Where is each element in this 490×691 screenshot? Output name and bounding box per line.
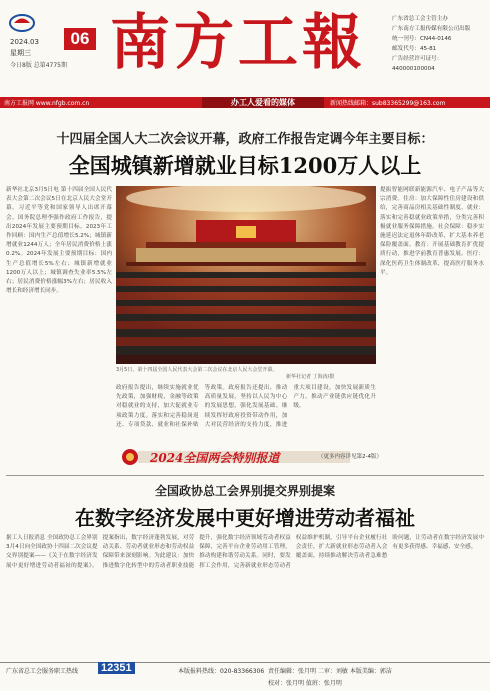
lead-headline[interactable]: 全国城镇新增就业目标1200万人以上	[68, 153, 422, 178]
lead-column-left: 新华社北京3月5日电 第十四届全国人民代表大会第二次会议5日在北京人民大会堂开幕。习近平等党和国家领导人出席开幕会。国务院总理李强作政府工作报告，提出2024年发展主要预期目标。2023年工作回顾：国内生产总值增长5.2%；城镇新增就业1244万人；全年居民消费价格上涨0.2%。2024年发展主要预期目标：国内生产总值增长5%左右；城镇新增就业1200万人以上；城镇调查失业率5.5%左右；居民消费价格涨幅3%左右；居民收入增长和经济增长同步。	[6, 187, 112, 295]
editor-credits: 责任编辑：张月明 二审：刘敏 本版美编：郭洁	[268, 668, 392, 675]
congress-photo	[116, 186, 376, 364]
special-report-title[interactable]: 2024全国两会特别报道	[150, 451, 280, 465]
congress-hall-image	[116, 186, 376, 364]
masthead	[0, 0, 490, 95]
special-report-more: （更多内容详见第2-4版）	[318, 454, 382, 460]
slogan: 办工人爱看的媒体	[202, 97, 324, 108]
hotline-number: 12351	[98, 662, 135, 674]
lead-column-middle: 政府报告提出，继续实施就业优先政策，加强财税、金融等政策对稳就业的支持，加大促就业专项政策力度。落实和完善稳岗返还、专项贷款、就业和社保补贴等政策。政府报告还提出，推动高质量发展，坚持以人民为中心的发展思想，强化发展基础。继续发挥好政府投资带动作用，加大对民营经济的支持力度，推进重大项目建设。加快发展新质生产力，推动产业链供应链优化升级。	[116, 385, 376, 428]
publisher-line: 邮发代号：45-81	[392, 46, 437, 52]
issue-number: 今日8版 总第4775期	[10, 62, 67, 69]
publisher-line: 广东南方工报传媒有限公司出版	[392, 26, 471, 32]
proof-credits: 校对：张月明 值班：张月明	[268, 680, 342, 687]
publisher-line: 广告经营许可证号：	[392, 56, 443, 62]
publisher-line: 440000100004	[392, 66, 435, 72]
tip-phone: 本版报料热线：020-83366306	[178, 668, 265, 675]
section-divider	[6, 475, 484, 476]
second-article-body: 据工人日报消息 全国政协总工会界别3月4日向全国政协十四届二次会议提交界别提案——《关于在数字经济发展中更好增进劳动者福祉的提案》。提案指出，数字经济蓬勃发展，对劳动关系、劳动者就业形态和劳动权益保障带来深刻影响。为此建议：加快推进数字化转型中的劳动者职业技能提升，强化数字经济领域劳动者权益保障，完善平台企业劳动用工管理，推动构建和谐劳动关系。同时，要发挥工会作用，完善新就业形态劳动者权益维护机制，引导平台企业履行社会责任，扩大新就业形态劳动者入会覆盖面，持续推动解决劳动者急难愁盼问题，让劳动者在数字经济发展中有更多获得感、幸福感、安全感。	[6, 535, 484, 569]
national-emblem-icon	[120, 448, 140, 466]
contact-email[interactable]: 新闻热线邮箱：sub83365299@163.com	[330, 100, 446, 107]
lead-kicker: 十四届全国人大二次会议开幕，政府工作报告定调今年主要目标：	[56, 132, 434, 147]
second-kicker: 全国政协总工会界别提交界别提案	[154, 484, 335, 498]
photo-author: 新华社记者 丁海涛/摄	[286, 374, 335, 380]
newspaper-logo-icon	[8, 12, 36, 34]
lead-column-right: 提振智能网联新能源汽车、电子产品等大宗消费。住房：加大保障性住房建设和供给，完善商品房相关基础性制度。就业：落实和完善稳就业政策举措，分类完善积极就业服务保障措施。社会保障：稳步实施延迟法定退休年龄改革，扩大基本养老保险覆盖面。教育：开展基础教育扩优提质行动，推进学前教育普惠发展。医疗：深化医药卫生体制改革，提高医疗服务水平。	[380, 187, 484, 276]
publisher-line: 统一刊号：CN44-0146	[392, 36, 452, 42]
hotline-label: 广东省总工会服务职工热线	[6, 668, 79, 675]
photo-caption: 3月5日，第十四届全国人民代表大会第二次会议在北京人民大会堂开幕。	[116, 367, 278, 373]
issue-date: 2024.03	[10, 38, 39, 46]
newspaper-title: 南方工報	[110, 8, 366, 78]
issue-weekday: 星期三	[10, 49, 31, 57]
issue-day: 06	[64, 28, 96, 50]
website-link[interactable]: 南方工报网 www.nfgb.com.cn	[4, 100, 90, 107]
second-headline[interactable]: 在数字经济发展中更好增进劳动者福祉	[75, 506, 415, 530]
publisher-info	[392, 14, 488, 74]
publisher-line: 广东省总工会主管主办	[392, 16, 448, 22]
